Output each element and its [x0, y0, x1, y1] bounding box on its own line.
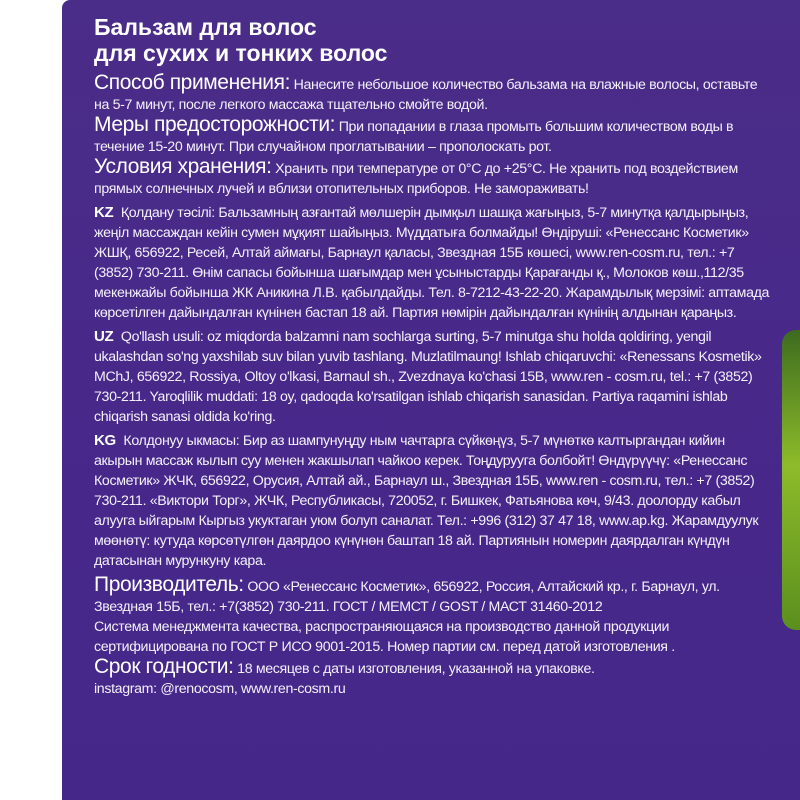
storage-text: Хранить при температуре от 0°С до +25°С. Не хранить под воздействием прямых солнечных лучей и вблизи отопительных приборов. Не замораживать!: [94, 161, 738, 197]
manufacturer-text: ООО «Ренессанс Косметик», 656922, Россия, Алтайский кр., г. Барнаул, ул. Звездная 15Б, тел.: +7(3852) 730-211. ГОСТ / МЕМСТ / GOST / МАСТ 31460-2012: [94, 579, 720, 615]
precautions-section: [94, 115, 770, 157]
product-title-line2: для сухих и тонких волос: [94, 40, 388, 66]
storage-heading: Условия хранения:: [94, 155, 272, 178]
kz-section: [94, 203, 770, 323]
kg-text: Колдонуу ыкмасы: Бир аз шампунуңду ным чачтарга сүйкөңүз, 5-7 мүнөткө калтыргандан кийин акырын массаж кылып суу менен жакшылап чайкоо керек. Тоңдурууга болбойт! Өндүрүүчү: «Ренессанс Косметик» ЖЧК, 656922, Орусия, Алтай ай., Барнаул ш., Звездная 15Б, www.ren - cosm.ru, тел.: +7 (3852) 730-211. «Виктори Торг», ЖЧК, Республикасы, 720052, г. Бишкек, Фатьянова көч, 9/43. доолорду кабыл алууга ыйгарым Кыргыз укуктаган уюм болуп саналат. Тел.: +996 (312) 37 47 18, www.ap.kg. Жарамдуулук мөөнөтү: кутуда көрсөтүлгөн даярдоо күнүнөн баштап 18 ай. Партиянын номерин даярдалган күндүн датасынан мурункуну кара.: [94, 433, 759, 569]
label-content: [94, 14, 770, 699]
kg-language-code: KG: [94, 432, 116, 449]
uz-language-code: UZ: [94, 328, 114, 345]
precautions-heading: Меры предосторожности:: [94, 113, 336, 136]
shelf-life-heading: Срок годности:: [94, 655, 234, 678]
product-label: [62, 0, 800, 800]
usage-text: Нанесите небольшое количество бальзама на влажные волосы, оставьте на 5-7 минут, после легкого массажа тщательно смойте водой.: [94, 77, 758, 113]
kg-section: [94, 431, 770, 571]
shelf-life-section: [94, 657, 770, 679]
product-title-line1: Бальзам для волос: [94, 14, 317, 40]
kz-text: Қолдану тәсілі: Бальзамның азғантай мөлшерін дымқыл шашқа жағыңыз, 5-7 минутқа қалдырыңыз, жеңіл массаждан кейін сумен мұқият шайыңыз. Мүддатығa болмайды! Өндіруші: «Ренессанс Косметик» ЖШҚ, 656922, Ресей, Алтай аймағы, Барнаул қаласы, Звездная 15Б көшесі, www.ren-cosm.ru, тел.: +7 (3852) 730-211. Өнім сапасы бойынша шағымдар мен ұсыныстарды Қарағанды қ., Молоков көш.,112/35 мекенжайы бойынша ЖК Аникина Л.В. қабылдайды. Тел. 8-7212-43-22-20. Жарамдылық мерзімі: аптамада көрсетілген дайындалған күнінен бастап 18 ай. Партия нөмірін дайындалған күнінің алдынан қараңыз.: [94, 205, 770, 321]
precautions-text: При попадании в глаза промыть большим количеством воды в течение 15-20 минут. При случайном проглатывании – прополоскать рот.: [94, 119, 734, 155]
usage-heading: Способ применения:: [94, 71, 291, 94]
usage-section: [94, 73, 770, 115]
storage-section: [94, 157, 770, 199]
manufacturer-section: [94, 575, 770, 617]
qms-note: Система менеджмента качества, распространяющаяся на производство данной продукции сертифицирована по ГОСТ Р ИСО 9001-2015. Номер партии см. перед датой изготовления .: [94, 619, 675, 655]
shelf-life-text: 18 месяцев с даты изготовления, указанной на упаковке.: [237, 661, 595, 677]
manufacturer-heading: Производитель:: [94, 573, 244, 596]
uz-text: Qo'llash usuli: oz miqdorda balzamni nam sochlarga surting, 5-7 minutga shu holda qoldiring, yengil ukalashdan so'ng yaxshilab suv bilan yuvib tashlang. Muzlatilmaung! Ishlab chiqaruvchi: «Renessans Kosmetik» MChJ, 656922, Rossiya, Oltoy o'lkasi, Barnaul sh., Zvezdnaya ko'chasi 15B, www.ren - cosm.ru, tel.: +7 (3852) 730-211. Yaroqlilik muddati: 18 oy, qadoqda ko'rsatilgan ishlab chiqarish sanasidan. Partiya raqamini ishlab chiqarish sanasi oldida ko'ring.: [94, 329, 762, 425]
uz-section: [94, 327, 770, 427]
social-links: instagram: @renocosm, www.ren-cosm.ru: [94, 681, 346, 697]
kz-language-code: KZ: [94, 204, 114, 221]
bottle-edge-decoration: [782, 330, 800, 630]
